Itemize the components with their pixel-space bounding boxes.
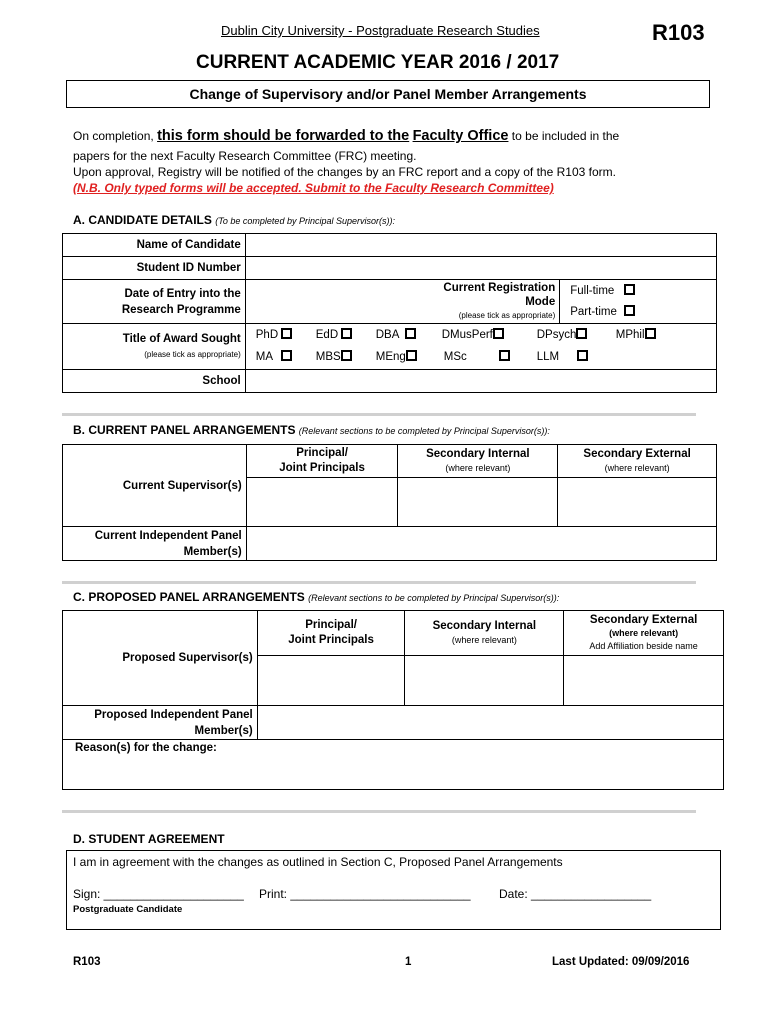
proposed-sec-internal-header: Secondary Internal (where relevant) [405, 611, 564, 656]
proposed-panel-table [62, 610, 724, 790]
phd-checkbox[interactable] [281, 328, 292, 339]
divider-2 [62, 581, 696, 584]
intro-line-2: papers for the next Faculty Research Committee (FRC) meeting. [73, 149, 417, 163]
award-meng[interactable]: MEng [376, 350, 417, 363]
meng-checkbox[interactable] [406, 350, 417, 361]
part-time-checkbox[interactable] [624, 305, 635, 316]
print-field[interactable]: Print: ___________________________ [259, 887, 471, 901]
student-id-field[interactable] [245, 257, 716, 280]
current-independent-field[interactable] [246, 527, 716, 561]
entry-date-label: Date of Entry into the Research Programme [63, 280, 246, 324]
divider-1 [62, 413, 696, 416]
footer-code: R103 [73, 956, 101, 968]
intro-line-3: Upon approval, Registry will be notified of the changes by an FRC report and a copy of the R103 form. [73, 165, 616, 179]
reg-mode-label-2: Mode [525, 295, 556, 308]
proposed-principal-field[interactable] [257, 656, 405, 706]
full-time-option[interactable]: Full-time [570, 281, 712, 302]
proposed-sec-external-field[interactable] [564, 656, 724, 706]
agreement-text: I am in agreement with the changes as outlined in Section C, Proposed Panel Arrangements [73, 855, 563, 869]
section-c-heading: C. PROPOSED PANEL ARRANGEMENTS (Relevant sections to be completed by Principal Supervisor(s)): [73, 590, 560, 604]
award-label: Title of Award Sought (please tick as appropriate) [63, 324, 246, 370]
school-label: School [63, 370, 246, 393]
entry-date-field[interactable] [245, 280, 559, 324]
mbs-checkbox[interactable] [341, 350, 352, 361]
award-llm[interactable]: LLM [537, 350, 588, 363]
proposed-independent-label: Proposed Independent Panel Member(s) [63, 706, 258, 740]
current-sec-external-field[interactable] [558, 478, 717, 527]
agreement-box [66, 850, 721, 930]
part-time-option[interactable]: Part-time [570, 302, 712, 323]
dmusperf-checkbox[interactable] [493, 328, 504, 339]
proposed-sec-external-header: Secondary External (where relevant) Add Affiliation beside name [564, 611, 724, 656]
reasons-label: Reason(s) for the change: [75, 742, 217, 754]
dpsych-checkbox[interactable] [576, 328, 587, 339]
current-sec-internal-field[interactable] [398, 478, 558, 527]
award-msc[interactable]: MSc [444, 350, 510, 363]
institution-header: Dublin City University - Postgraduate Research Studies [221, 23, 540, 38]
dba-checkbox[interactable] [405, 328, 416, 339]
name-field[interactable] [245, 234, 716, 257]
full-time-checkbox[interactable] [624, 284, 635, 295]
school-field[interactable] [245, 370, 716, 393]
form-code: R103 [652, 20, 705, 45]
student-id-label: Student ID Number [63, 257, 246, 280]
msc-checkbox[interactable] [499, 350, 510, 361]
llm-checkbox[interactable] [577, 350, 588, 361]
award-ma[interactable]: MA [256, 350, 292, 363]
ma-checkbox[interactable] [281, 350, 292, 361]
divider-3 [62, 810, 696, 813]
current-principal-header: Principal/ Joint Principals [246, 445, 398, 478]
intro-line-1: On completion, this form should be forwarded to the Faculty Office to be included in the [73, 128, 620, 144]
date-field[interactable]: Date: __________________ [499, 887, 652, 901]
proposed-principal-header: Principal/ Joint Principals [257, 611, 405, 656]
form-title: Change of Supervisory and/or Panel Member Arrangements [66, 80, 710, 108]
award-edd[interactable]: EdD [316, 328, 352, 341]
academic-year: CURRENT ACADEMIC YEAR 2016 / 2017 [196, 52, 560, 73]
reg-mode-hint: (please tick as appropriate) [458, 310, 556, 320]
proposed-supervisors-label: Proposed Supervisor(s) [63, 611, 258, 706]
last-updated: Last Updated: 09/09/2016 [552, 956, 690, 968]
section-a-heading: A. CANDIDATE DETAILS (To be completed by Principal Supervisor(s)): [73, 213, 395, 227]
award-dmusperf[interactable]: DMusPerf [442, 328, 504, 341]
candidate-details-table [62, 233, 717, 393]
reg-mode-options [560, 280, 717, 324]
section-b-heading: B. CURRENT PANEL ARRANGEMENTS (Relevant sections to be completed by Principal Supervisor(s)): [73, 423, 550, 437]
award-options [245, 324, 716, 370]
current-principal-field[interactable] [246, 478, 398, 527]
reg-mode-label-1: Current Registration [443, 281, 556, 294]
current-sec-external-header: Secondary External (where relevant) [558, 445, 717, 478]
section-d-heading: D. STUDENT AGREEMENT [73, 832, 225, 846]
award-dpsych[interactable]: DPsych [537, 328, 588, 341]
page-number: 1 [405, 956, 412, 968]
proposed-independent-field[interactable] [257, 706, 723, 740]
proposed-sec-internal-field[interactable] [405, 656, 564, 706]
mphil-checkbox[interactable] [645, 328, 656, 339]
reasons-field[interactable] [63, 740, 724, 790]
current-supervisors-label: Current Supervisor(s) [63, 445, 247, 527]
award-mbs[interactable]: MBS [316, 350, 352, 363]
award-mphil[interactable]: MPhil [616, 328, 656, 341]
award-dba[interactable]: DBA [376, 328, 417, 341]
award-phd[interactable]: PhD [256, 328, 292, 341]
current-panel-table [62, 444, 717, 561]
typed-forms-note: (N.B. Only typed forms will be accepted. Submit to the Faculty Research Committee) [73, 181, 554, 195]
name-label: Name of Candidate [63, 234, 246, 257]
edd-checkbox[interactable] [341, 328, 352, 339]
current-independent-label: Current Independent Panel Member(s) [63, 527, 247, 561]
candidate-label: Postgraduate Candidate [73, 904, 183, 915]
current-sec-internal-header: Secondary Internal (where relevant) [398, 445, 558, 478]
sign-field[interactable]: Sign: _____________________ [73, 887, 244, 901]
